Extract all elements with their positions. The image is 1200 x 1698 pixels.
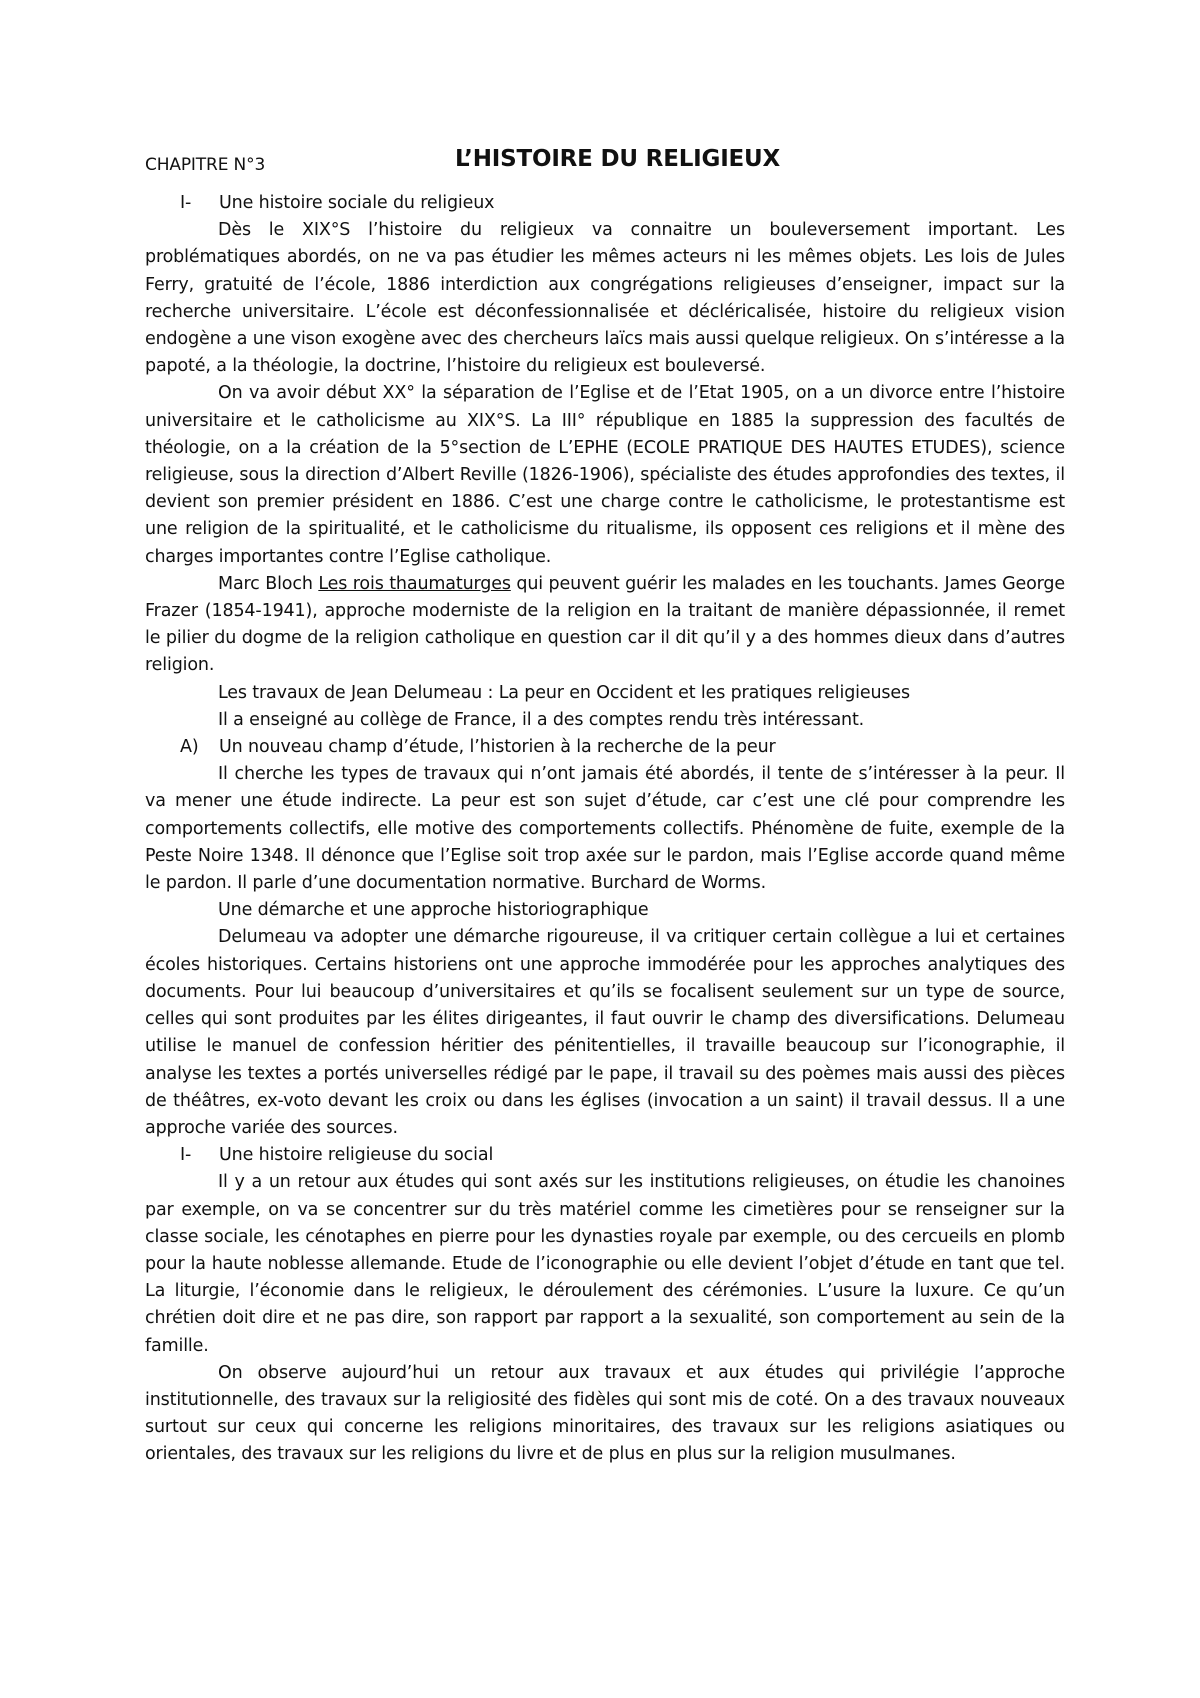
section-title: Une histoire sociale du religieux xyxy=(219,193,495,213)
paragraph: On va avoir début XX° la séparation de l’Eglise et de l’Etat 1905, on a un divorce entre l’histoire universitaire et le catholicisme au XIX°S. La III° république en 1885 la suppression des facultés de théologie, on a la création de la 5°section de L’EPHE (ECOLE PRATIQUE DES HAUTES ETUDES), science religieuse, sous la direction d’Albert Reville (1826-1906), spécialiste des études approfondies des textes, il devient son premier président en 1886. C’est une charge contre le catholicisme, le protestantisme est une religion de la spiritualité, et le catholicisme du ritualisme, ils opposent ces religions et il mène des charges importantes contre l’Eglise catholique. xyxy=(145,383,1065,567)
paragraph xyxy=(145,571,1065,680)
section-heading-a xyxy=(145,734,1065,761)
paragraph: Il y a un retour aux études qui sont axés sur les institutions religieuses, on étudie les chanoines par exemple, on va se concentrer sur du très matériel comme les cimetières pour se renseigner sur la classe sociale, les cénotaphes en pierre pour les dynasties royale par exemple, ou des cercueils en plomb pour la haute noblesse allemande. Etude de l’iconographie ou elle devient l’objet d’étude en tant que tel. La liturgie, l’économie dans le religieux, le déroulement des cérémonies. L’usure la luxure. Ce qu’un chrétien doit dire et ne pas dire, son rapport par rapport a la sexualité, son comportement au sein de la famille. xyxy=(145,1172,1065,1356)
text-line: Il a enseigné au collège de France, il a des comptes rendu très intéressant. xyxy=(218,709,865,730)
subheading-line: Une démarche et une approche historiographique xyxy=(218,900,649,921)
paragraph: Dès le XIX°S l’histoire du religieux va connaitre un bouleversement important. Les problématiques abordés, on ne va pas étudier les mêmes acteurs ni les mêmes objets. Les lois de Jules Ferry, gratuité de l’école, 1886 interdiction aux congrégations religieuses d’enseigner, impact sur la recherche universitaire. L’école est déconfessionnalisée et décléricalisée, histoire du religieux vision endogène a une vison exogène avec des chercheurs laïcs mais aussi quelque religieux. On s’intéresse a la papoté, a la théologie, la doctrine, l’histoire du religieux est bouleversé. xyxy=(145,220,1065,377)
chapter-label: CHAPITRE N°3 xyxy=(145,155,266,175)
section-number: I- xyxy=(180,1145,192,1166)
subheading-line: Les travaux de Jean Delumeau : La peur en Occident et les pratiques religieuses xyxy=(218,682,910,703)
text-run: Marc Bloch xyxy=(218,573,319,594)
book-title: Les rois thaumaturges xyxy=(318,573,511,594)
text-run: qui peuvent guérir les malades en les touchants. James George Frazer (1854-1941), approche moderniste de la religion en la traitant de manière dépassionnée, il remet le pilier du dogme de la religion catholique en question car il dit qu’il y a des hommes dieux dans d’autres religion. xyxy=(145,573,1065,676)
paragraph: Il cherche les types de travaux qui n’ont jamais été abordés, il tente de s’intéresser à la peur. Il va mener une étude indirecte. La peur est son sujet d’étude, car c’est une clé pour comprendre les comportements collectifs, elle motive des comportements collectifs. Phénomène de fuite, exemple de la Peste Noire 1348. Il dénonce que l’Eglise soit trop axée sur le pardon, mais l’Eglise accorde quand même le pardon. Il parle d’une documentation normative. Burchard de Worms. xyxy=(145,764,1065,894)
paragraph: Delumeau va adopter une démarche rigoureuse, il va critiquer certain collègue a lui et certaines écoles historiques. Certains historiens ont une approche immodérée pour les approches analytiques des documents. Pour lui beaucoup d’universitaires et qu’ils se focalisent seulement sur un type de source, celles qui sont produites par les élites dirigeantes, il faut ouvrir le champ des diversifications. Delumeau utilise le manuel de confession héritier des pénitentielles, il travaille beaucoup sur l’iconographie, il analyse les textes a portés universelles rédigé par le pape, il travail su des poèmes mais aussi des pièces de théâtres, ex-voto devant les croix ou dans les églises (invocation a un saint) il travail dessus. Il a une approche variée des sources. xyxy=(145,927,1065,1138)
section-heading-1 xyxy=(145,190,1065,217)
section-title: Un nouveau champ d’étude, l’historien à la recherche de la peur xyxy=(219,737,776,758)
document-body xyxy=(145,146,1065,1469)
section-heading-2 xyxy=(145,1142,1065,1169)
section-title: Une histoire religieuse du social xyxy=(219,1145,494,1166)
title-line xyxy=(145,146,1065,180)
section-number: A) xyxy=(180,737,199,758)
paragraph: On observe aujourd’hui un retour aux travaux et aux études qui privilégie l’approche institutionnelle, des travaux sur la religiosité des fidèles qui sont mis de coté. On a des travaux nouveaux surtout sur ceux qui concerne les religions minoritaires, des travaux sur les religions asiatiques ou orientales, des travaux sur les religions du livre et de plus en plus sur la religion musulmanes. xyxy=(145,1362,1065,1465)
section-number: I- xyxy=(180,193,192,213)
page-title: L’HISTOIRE DU RELIGIEUX xyxy=(455,146,781,172)
